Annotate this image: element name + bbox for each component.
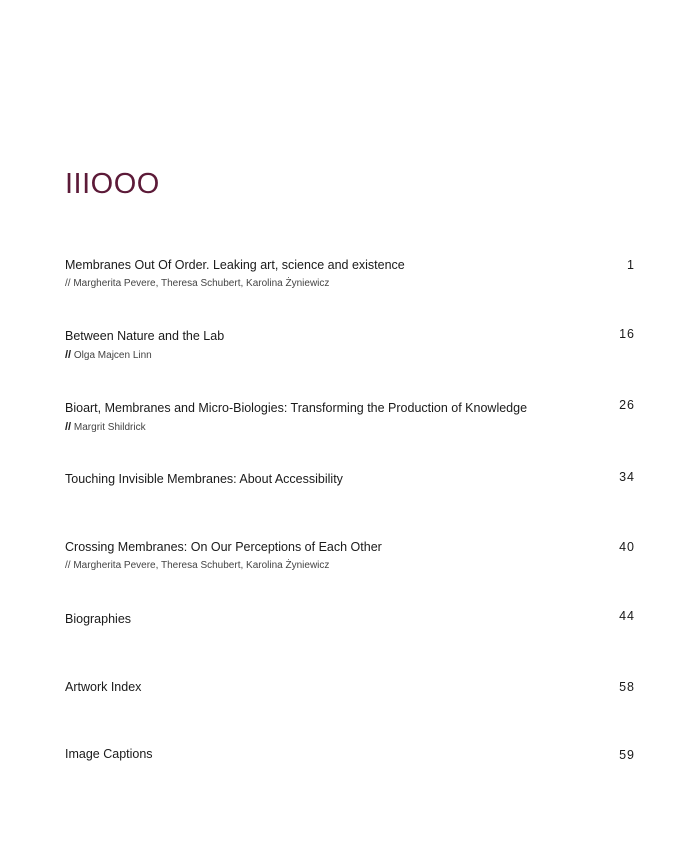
entry-authors: Margherita Pevere, Theresa Schubert, Karolina Żyniewicz <box>73 560 330 571</box>
entry-title[interactable]: Touching Invisible Membranes: About Accessibility <box>65 472 343 486</box>
entry-title[interactable]: Between Nature and the Lab <box>65 329 225 343</box>
toc-entry-membranes-out-of-order[interactable] <box>65 258 635 298</box>
toc-entry-touching-invisible-membranes[interactable] <box>65 472 635 512</box>
toc-entry-biographies[interactable] <box>65 609 635 652</box>
entry-page-number: 40 <box>619 540 635 554</box>
entry-title[interactable]: Membranes Out Of Order. Leaking art, science and existence <box>65 258 405 272</box>
entry-title[interactable]: Artwork Index <box>65 680 142 694</box>
entry-title[interactable]: Image Captions <box>65 747 153 761</box>
entry-title[interactable]: Biographies <box>65 612 132 626</box>
entry-authors: Margrit Shildrick <box>73 422 146 433</box>
entry-page-number: 16 <box>619 327 635 341</box>
entry-page-number: 58 <box>619 680 635 694</box>
toc-entry-image-captions[interactable] <box>65 747 635 787</box>
entry-authors: Margherita Pevere, Theresa Schubert, Karolina Żyniewicz <box>73 278 330 289</box>
toc-entry-bioart-membranes[interactable] <box>65 398 635 441</box>
entry-page-number: 44 <box>619 609 635 623</box>
entry-page-number: 59 <box>619 748 635 762</box>
entry-authors-line <box>65 421 146 434</box>
entry-authors-line <box>65 349 152 362</box>
entry-authors-line <box>65 278 329 290</box>
page-title: IIIOOO <box>65 168 160 200</box>
entry-title[interactable]: Bioart, Membranes and Micro-Biologies: Transforming the Production of Knowledge <box>65 401 528 415</box>
author-separator: // <box>65 560 71 571</box>
toc-entry-crossing-membranes[interactable] <box>65 540 635 580</box>
author-separator: // <box>65 349 72 361</box>
entry-page-number: 1 <box>627 258 635 272</box>
entry-title[interactable]: Crossing Membranes: On Our Perceptions of Each Other <box>65 540 382 554</box>
toc-entry-between-nature-and-the-lab[interactable] <box>65 329 635 369</box>
entry-authors: Olga Majcen Linn <box>73 350 152 361</box>
entry-page-number: 34 <box>619 470 635 484</box>
author-separator: // <box>65 278 71 289</box>
toc-entry-artwork-index[interactable] <box>65 680 635 720</box>
entry-page-number: 26 <box>619 398 635 412</box>
entry-authors-line <box>65 560 329 572</box>
author-separator: // <box>65 421 72 433</box>
